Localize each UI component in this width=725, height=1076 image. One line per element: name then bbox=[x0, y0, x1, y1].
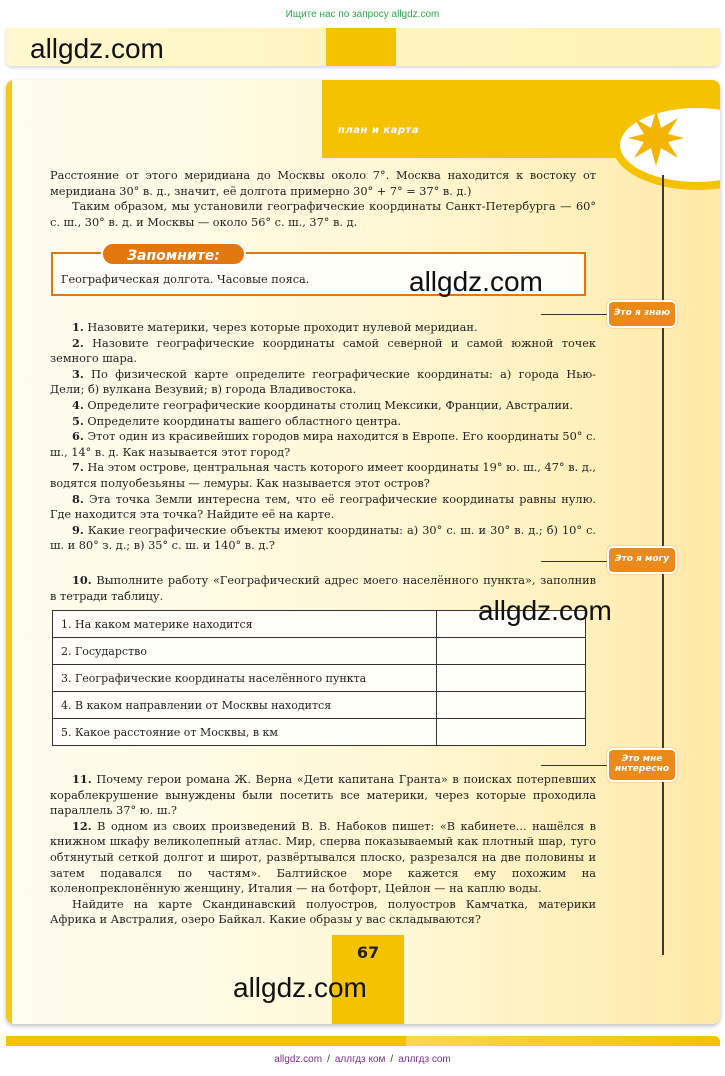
tab-interesting bbox=[607, 748, 677, 782]
footer-separator: / bbox=[390, 1054, 394, 1065]
question-number: 3. bbox=[72, 366, 84, 381]
sun-icon bbox=[626, 108, 686, 168]
question-number: 1. bbox=[72, 320, 84, 334]
table-cell-empty bbox=[437, 638, 586, 665]
watermark: allgdz.com bbox=[409, 266, 543, 297]
question-text: Найдите на карте Скандинавский полуостров, полуостров Камчатка, материки Африка и Австралия, озеро Байкал. Какие образы у вас складываются? bbox=[50, 897, 596, 927]
question-item bbox=[50, 492, 596, 523]
question-item bbox=[50, 414, 596, 430]
table-cell: 4. В каком направлении от Москвы находится bbox=[53, 692, 437, 719]
page-edge-strip bbox=[6, 80, 12, 1024]
interesting-list bbox=[50, 772, 596, 928]
question-item bbox=[50, 523, 596, 554]
table-row bbox=[53, 719, 586, 746]
question-number: 6. bbox=[72, 429, 84, 444]
question-text: В одном из своих произведений В. В. Набоков пишет: «В кабинете... нашёлся в книжном шкафу великолепный атлас. Мир, сперва показываемый как плотный шар, туго обтянутый сеткой долгот и широт, развёртывался плоско, разрезался на две половины и затем подавался по частям». Балтийское море кажется ему похожим на коленопреклонённую женщину, Италия — на ботфорт, Цейлон — на каплю воды. bbox=[50, 819, 596, 896]
question-number: 9. bbox=[72, 522, 84, 537]
table-row bbox=[53, 638, 586, 665]
question-number: 8. bbox=[72, 491, 84, 506]
table-row bbox=[53, 665, 586, 692]
address-table bbox=[52, 610, 586, 746]
intro-text bbox=[50, 168, 596, 230]
intro-paragraph: Расстояние от этого меридиана до Москвы около 7°. Москва находится к востоку от меридиана 30° в. д., значит, её долгота примерно 30° + 7° = 37° в. д.) bbox=[50, 169, 596, 198]
tab-interesting-label-2: интересно bbox=[614, 764, 670, 774]
question-text: Выполните работу «Географический адрес моего населённого пункта», заполнив в тетради таблицу. bbox=[50, 574, 596, 603]
table-cell-empty bbox=[437, 719, 586, 746]
question-item bbox=[50, 429, 596, 460]
question-item bbox=[50, 460, 596, 491]
footer-link[interactable]: аллгдз com bbox=[398, 1054, 451, 1065]
watermark: allgdz.com bbox=[478, 595, 612, 626]
section-title: план и карта bbox=[338, 125, 420, 136]
interesting-rule bbox=[541, 765, 611, 766]
tab-interesting-label-1: Это мне bbox=[621, 754, 663, 765]
footer-link[interactable]: allgdz.com bbox=[274, 1054, 323, 1065]
question-text: По физической карте определите географические координаты: а) города Нью-Дели; б) вулкана Везувий; в) города Владивостока. bbox=[50, 367, 596, 397]
table-row bbox=[53, 692, 586, 719]
question-text: Определите координаты вашего областного центра. bbox=[87, 414, 402, 428]
question-text: Какие географические объекты имеют координаты: а) 30° с. ш. и 30° в. д.; б) 10° с. ш. и 80° з. д.; в) 35° с. ш. и 140° в. д.? bbox=[50, 523, 597, 553]
search-banner[interactable] bbox=[0, 0, 725, 28]
tab-i-can-label: Это я могу bbox=[614, 554, 670, 565]
can-rule bbox=[541, 561, 611, 562]
question-number: 10. bbox=[72, 573, 92, 587]
question-item bbox=[50, 320, 596, 336]
search-banner-text[interactable]: Ищите нас по запросу allgdz.com bbox=[285, 9, 440, 20]
table-cell: 5. Какое расстояние от Москвы, в км bbox=[53, 719, 437, 746]
question-number: 4. bbox=[72, 397, 84, 412]
watermark: allgdz.com bbox=[233, 972, 367, 1003]
footer-separator: / bbox=[327, 1054, 330, 1065]
question-number: 5. bbox=[72, 413, 84, 428]
remember-label: Запомните: bbox=[101, 242, 246, 266]
page-number: 67 bbox=[356, 943, 380, 962]
question-number: 7. bbox=[72, 460, 84, 475]
next-page-tab bbox=[6, 1036, 406, 1046]
question-number: 11. bbox=[72, 772, 92, 786]
table-cell-empty bbox=[437, 692, 586, 719]
remember-text: Географическая долгота. Часовые пояса. bbox=[61, 273, 310, 286]
question-item bbox=[50, 819, 596, 897]
question-text: Эта точка Земли интересна тем, что её географические координаты равны нулю. Где находится эта точка? Найдите её на карте. bbox=[50, 492, 596, 522]
table-cell: 3. Географические координаты населённого пункта bbox=[53, 665, 437, 692]
table-cell: 1. На каком материке находится bbox=[53, 611, 437, 638]
footer-links bbox=[0, 1054, 725, 1065]
question-text: Назовите географические координаты самой северной и самой южной точек земного шара. bbox=[50, 336, 596, 366]
question-text: Этот один из красивейших городов мира находится в Европе. Его координаты 50° с. ш., 14° в. д. Как называется этот город? bbox=[50, 430, 596, 459]
question-text: Определите географические координаты столиц Мексики, Франции, Австралии. bbox=[87, 398, 574, 412]
question-item bbox=[50, 398, 596, 414]
question-text: Назовите материки, через которые проходит нулевой меридиан. bbox=[87, 321, 478, 334]
question-item bbox=[50, 336, 596, 367]
textbook-page bbox=[6, 80, 720, 1024]
tab-i-know bbox=[607, 300, 677, 328]
tab-i-can bbox=[607, 546, 677, 574]
table-cell-empty bbox=[437, 665, 586, 692]
know-rule bbox=[541, 314, 611, 315]
question-number: 2. bbox=[72, 335, 84, 350]
watermark: allgdz.com bbox=[30, 33, 164, 64]
question-number: 12. bbox=[72, 818, 92, 833]
question-text: Почему герои романа Ж. Верна «Дети капитана Гранта» в поисках потерпевших кораблекрушение вынуждены были посетить все материки, через которые проходила параллель 37° ю. ш.? bbox=[50, 773, 596, 818]
question-item bbox=[50, 367, 596, 398]
tab-i-know-label: Это я знаю bbox=[613, 308, 671, 319]
questions-list bbox=[50, 320, 596, 554]
intro-paragraph: Таким образом, мы установили географические координаты Санкт-Петербурга — 60° с. ш., 30° в. д. и Москвы — около 56° с. ш., 37° в. д. bbox=[50, 200, 596, 229]
previous-page-tab bbox=[326, 28, 396, 66]
question-text: На этом острове, центральная часть которого имеет координаты 19° ю. ш., 47° в. д., водятся полуобезьяны — лемуры. Как называется этот остров? bbox=[50, 461, 597, 490]
footer-link[interactable]: аллгдз ком bbox=[334, 1054, 386, 1065]
question-item bbox=[50, 897, 596, 928]
question-item bbox=[50, 772, 596, 819]
table-cell: 2. Государство bbox=[53, 638, 437, 665]
